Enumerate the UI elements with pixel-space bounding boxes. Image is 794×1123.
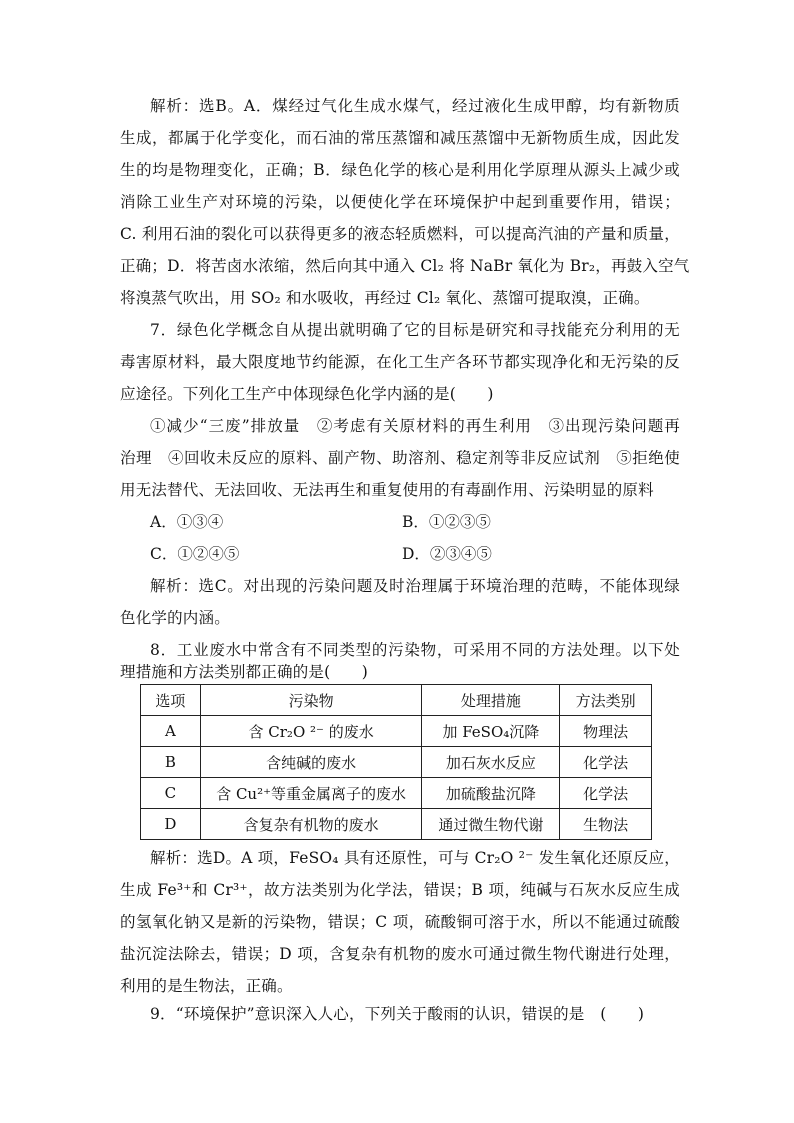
table-cell: D	[141, 809, 201, 840]
table-cell: 含复杂有机物的废水	[200, 809, 422, 840]
table-header-cell: 处理措施	[422, 685, 560, 716]
table-cell: 含 Cr₂O ²⁻ 的废水	[200, 716, 422, 747]
text-line: 应途径。下列化工生产中体现绿色化学内涵的是( )	[120, 385, 494, 403]
text-line: 的氢氧化钠又是新的污染物，错误；C 项，硫酸铜可溶于水，所以不能通过硫酸	[120, 913, 680, 931]
text-line: 解析：选D。A 项，FeSO₄ 具有还原性，可与 Cr₂O ²⁻ 发生氧化还原反应，	[150, 849, 680, 867]
table-cell: A	[141, 716, 201, 747]
table-cell: 含纯碱的废水	[200, 747, 422, 778]
table-cell: 加硫酸盐沉降	[422, 778, 560, 809]
table-cell: 加 FeSO₄沉降	[422, 716, 560, 747]
table-cell: C	[141, 778, 201, 809]
text-line: 解析：选B。A．煤经过气化生成水煤气，经过液化生成甲醇，均有新物质	[150, 97, 680, 115]
answer-option: A．①③④	[150, 513, 224, 531]
text-line: C. 利用石油的裂化可以获得更多的液态轻质燃料，可以提高汽油的产量和质量，	[120, 225, 680, 243]
answer-option: D．②③④⑤	[402, 545, 492, 563]
text-line: 将溴蒸气吹出，用 SO₂ 和水吸收，再经过 Cl₂ 氧化、蒸馏可提取溴，正确。	[120, 289, 650, 307]
text-line: 正确；D．将苦卤水浓缩，然后向其中通入 Cl₂ 将 NaBr 氧化为 Br₂，再鼓入空气	[120, 257, 690, 275]
table-cell: 生物法	[560, 809, 652, 840]
table-cell: 通过微生物代谢	[422, 809, 560, 840]
table-cell: 含 Cu²⁺等重金属离子的废水	[200, 778, 422, 809]
text-line: 利用的是生物法，正确。	[120, 977, 293, 995]
wastewater-table	[140, 684, 652, 840]
table-cell: 加石灰水反应	[422, 747, 560, 778]
table-cell: 化学法	[560, 747, 652, 778]
table-header-cell: 方法类别	[560, 685, 652, 716]
text-line: 色化学的内涵。	[120, 609, 230, 627]
text-line: 7．绿色化学概念自从提出就明确了它的目标是研究和寻找能充分利用的无	[150, 321, 680, 339]
text-line: 生成，都属于化学变化，而石油的常压蒸馏和减压蒸馏中无新物质生成，因此发	[120, 129, 680, 147]
text-line: 9．“环境保护”意识深入人心，下列关于酸雨的认识，错误的是 ( )	[150, 1005, 645, 1023]
table-cell: 化学法	[560, 778, 652, 809]
text-line: 理措施和方法类别都正确的是( )	[120, 663, 368, 681]
table-row	[141, 778, 652, 809]
text-line: 毒害原材料，最大限度地节约能源，在化工生产各环节都实现净化和无污染的反	[120, 353, 680, 371]
table-row	[141, 747, 652, 778]
text-line: ①减少“三废”排放量 ②考虑有关原材料的再生利用 ③出现污染问题再	[150, 417, 680, 435]
table-row	[141, 716, 652, 747]
answer-option: C．①②④⑤	[150, 545, 240, 563]
table-cell: B	[141, 747, 201, 778]
table-header-cell: 选项	[141, 685, 201, 716]
text-line: 消除工业生产对环境的污染，以便使化学在环境保护中起到重要作用，错误；	[120, 193, 680, 211]
table-cell: 物理法	[560, 716, 652, 747]
table-row	[141, 809, 652, 840]
table-header-cell: 污染物	[200, 685, 422, 716]
table-header-row	[141, 685, 652, 716]
text-line: 解析：选C。对出现的污染问题及时治理属于环境治理的范畴，不能体现绿	[150, 577, 680, 595]
text-line: 生的均是物理变化，正确；B．绿色化学的核心是利用化学原理从源头上减少或	[120, 161, 680, 179]
text-line: 用无法替代、无法回收、无法再生和重复使用的有毒副作用、污染明显的原料	[120, 481, 654, 499]
text-line: 生成 Fe³⁺和 Cr³⁺，故方法类别为化学法，错误；B 项，纯碱与石灰水反应生成	[120, 881, 680, 899]
text-line: 8．工业废水中常含有不同类型的污染物，可采用不同的方法处理。以下处	[150, 641, 680, 659]
text-line: 治理 ④回收未反应的原料、副产物、助溶剂、稳定剂等非反应试剂 ⑤拒绝使	[120, 449, 680, 467]
answer-option: B．①②③⑤	[402, 513, 491, 531]
text-line: 盐沉淀法除去，错误；D 项，含复杂有机物的废水可通过微生物代谢进行处理，	[120, 945, 680, 963]
